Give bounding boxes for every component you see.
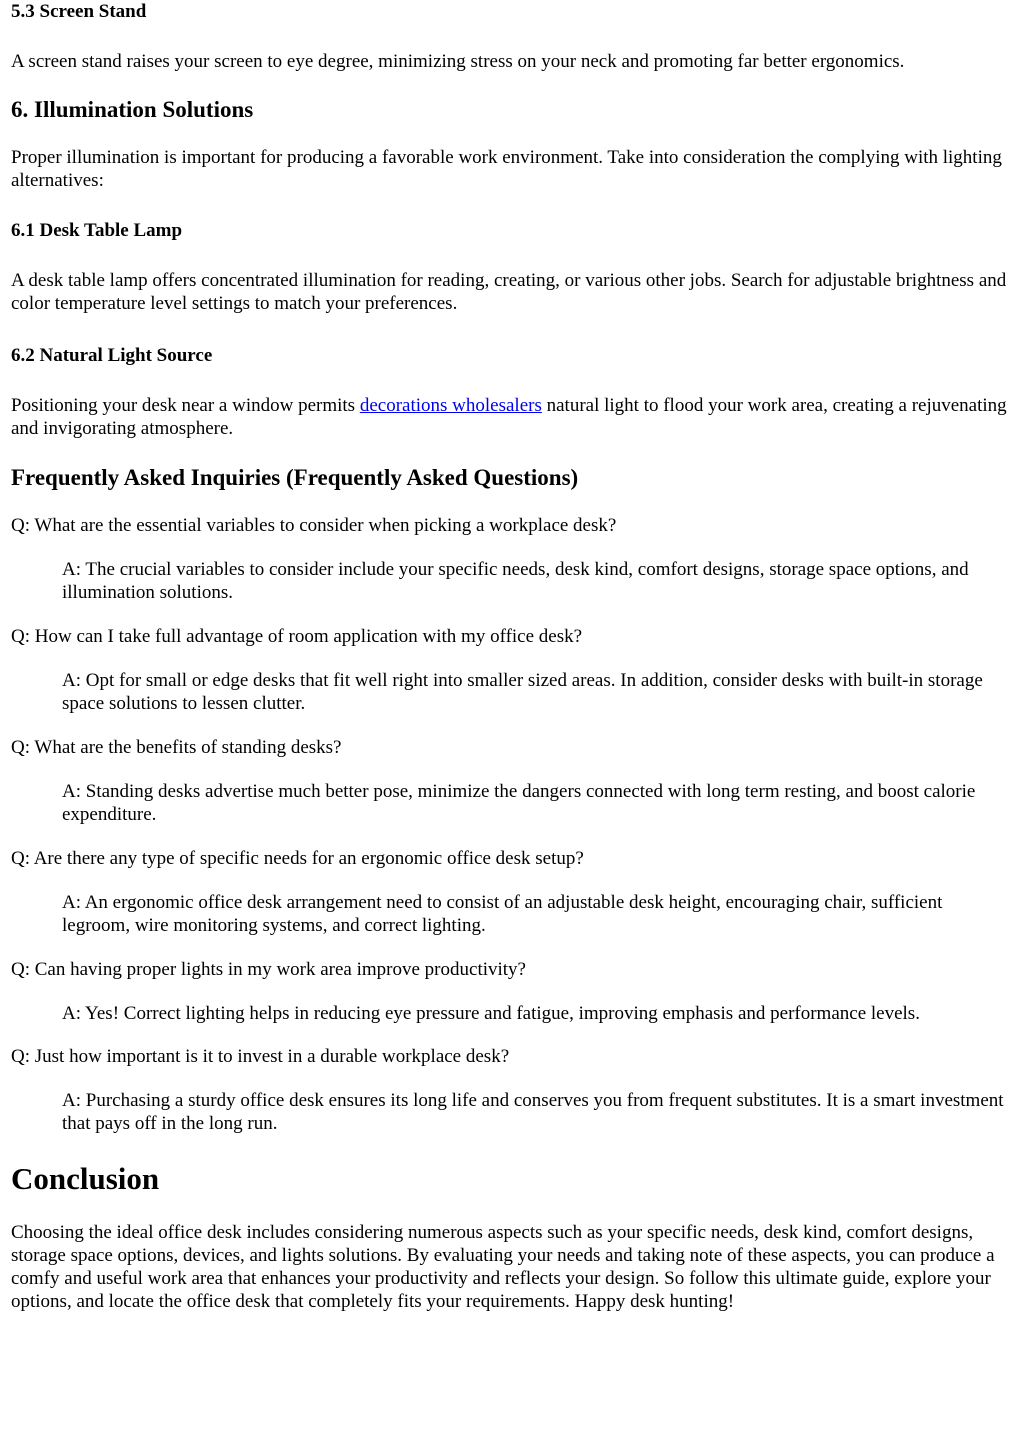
heading-desk-table-lamp: 6.1 Desk Table Lamp	[11, 220, 183, 241]
faq-question-5: Q: Can having proper lights in my work area improve productivity?	[11, 959, 526, 980]
faq-question-1: Q: What are the essential variables to consider when picking a workplace desk?	[11, 515, 617, 536]
heading-natural-light-source: 6.2 Natural Light Source	[11, 345, 213, 366]
paragraph-conclusion: Choosing the ideal office desk includes considering numerous aspects such as your specific needs, desk kind, comfort designs, storage space options, devices, and lights solutions. By evaluating your needs and taking note of these aspects, you can produce a comfy and useful work area that enhances your productivity and reflects your design. So follow this ultimate guide, explore your options, and locate the office desk that completely fits your requirements. Happy desk hunting!	[11, 1222, 995, 1312]
faq-list	[11, 514, 1014, 1135]
faq-answer-6: A: Purchasing a sturdy office desk ensures its long life and conserves you from frequent substitutes. It is a smart investment that pays off in the long run.	[62, 1090, 1004, 1134]
heading-faq: Frequently Asked Inquiries (Frequently Asked Questions)	[11, 465, 579, 490]
heading-screen-stand: 5.3 Screen Stand	[11, 1, 147, 22]
decorations-wholesalers-link[interactable]: decorations wholesalers	[359, 395, 542, 416]
paragraph-natural-light	[11, 394, 1014, 440]
faq-question-4: Q: Are there any type of specific needs for an ergonomic office desk setup?	[11, 848, 584, 869]
faq-answer-5: A: Yes! Correct lighting helps in reducing eye pressure and fatigue, improving emphasis and performance levels.	[62, 1003, 920, 1024]
paragraph-illumination: Proper illumination is important for producing a favorable work environment. Take into consideration the complying with lighting alternatives:	[11, 147, 1002, 191]
faq-answer-3: A: Standing desks advertise much better pose, minimize the dangers connected with long term resting, and boost calorie expenditure.	[62, 781, 976, 825]
paragraph-screen-stand: A screen stand raises your screen to eye degree, minimizing stress on your neck and promoting far better ergonomics.	[11, 51, 905, 72]
faq-answer-4: A: An ergonomic office desk arrangement need to consist of an adjustable desk height, encouraging chair, sufficient legroom, wire monitoring systems, and correct lighting.	[62, 892, 943, 936]
paragraph-desk-table-lamp: A desk table lamp offers concentrated illumination for reading, creating, or various other jobs. Search for adjustable brightness and color temperature level settings to match your preferences.	[11, 270, 1007, 314]
heading-illumination-solutions: 6. Illumination Solutions	[11, 97, 254, 122]
faq-question-2: Q: How can I take full advantage of room application with my office desk?	[11, 626, 583, 647]
heading-conclusion: Conclusion	[11, 1161, 160, 1196]
natural-light-text-after: natural light to flood your work area, creating a rejuvenating and invigorating atmosphere.	[11, 395, 1007, 439]
natural-light-text-before: Positioning your desk near a window permits	[11, 395, 360, 416]
faq-question-6: Q: Just how important is it to invest in a durable workplace desk?	[11, 1046, 510, 1067]
faq-question-3: Q: What are the benefits of standing desks?	[11, 737, 342, 758]
faq-answer-2: A: Opt for small or edge desks that fit well right into smaller sized areas. In addition, consider desks with built-in storage space solutions to lessen clutter.	[62, 670, 983, 714]
faq-answer-1: A: The crucial variables to consider include your specific needs, desk kind, comfort designs, storage space options, and illumination solutions.	[62, 559, 969, 603]
